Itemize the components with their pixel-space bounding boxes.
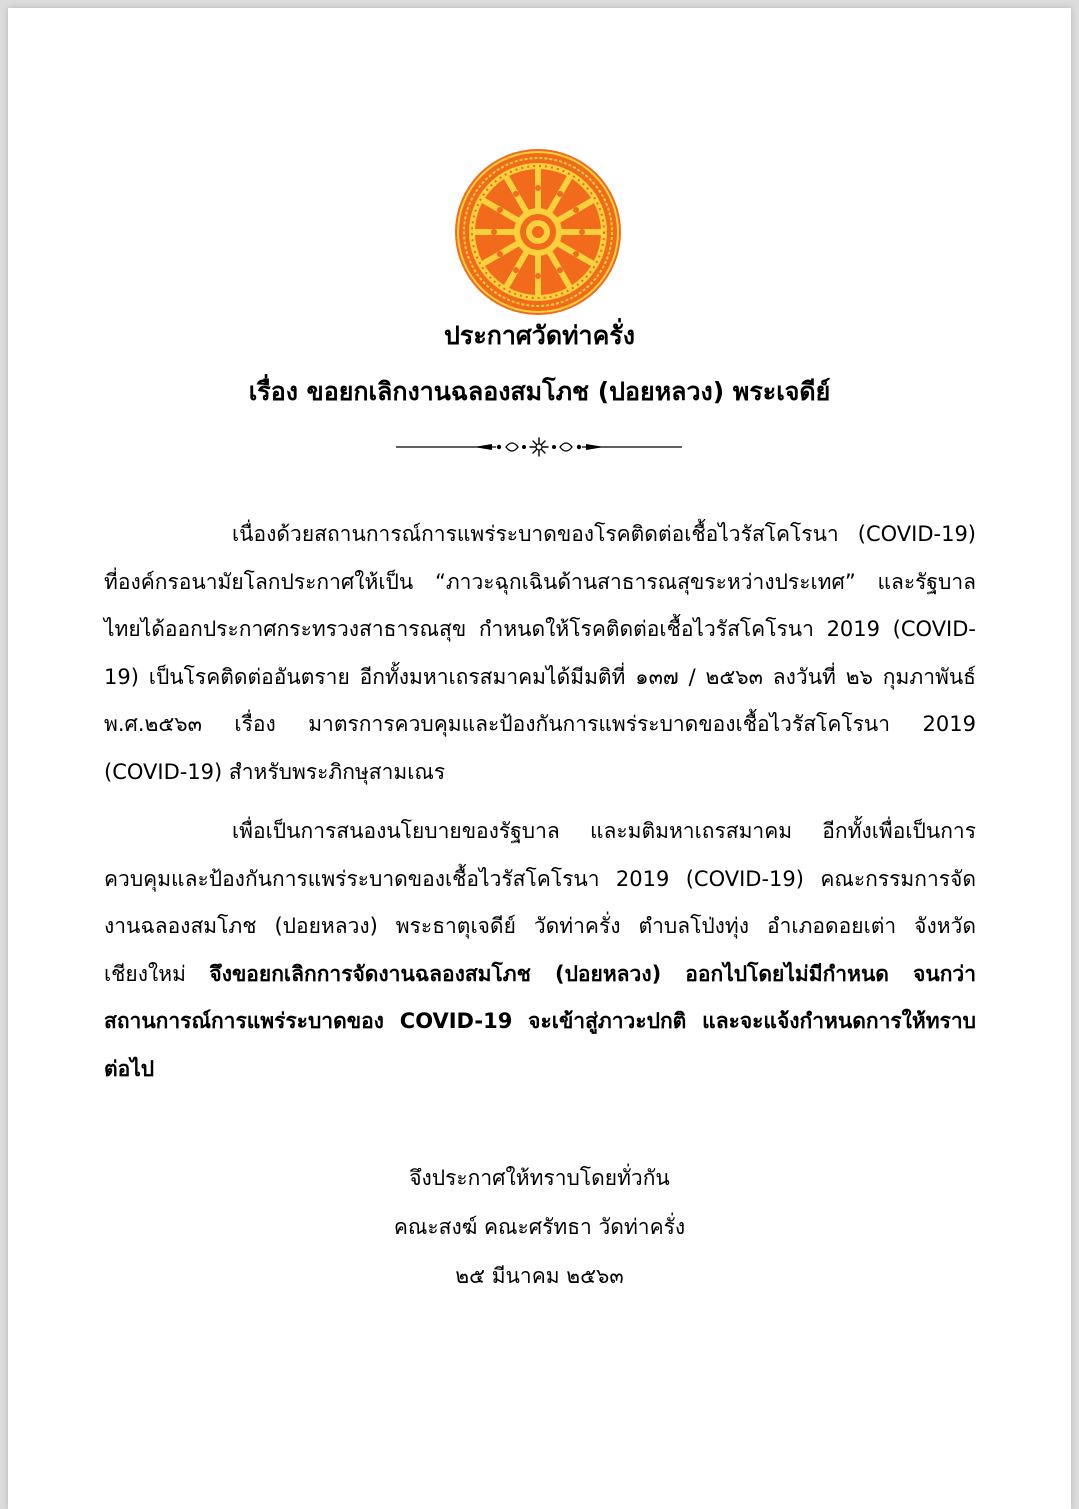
paragraph-decision [104,808,976,1093]
ornamental-divider-icon [396,436,682,458]
closing-signatory: คณะสงฆ์ คณะศรัทธา วัดท่าครั่ง [393,1215,686,1239]
paragraph-decision-regular: เพื่อเป็นการสนองนโยบายของรัฐบาล และมติมหาเถรสมาคม อีกทั้งเพื่อเป็นการควบคุมและป้องกันการแพร่ระบาดของเชื้อไวรัสโคโรนา 2019 (COVID-19) คณะกรรมการจัดงานฉลองสมโภช (ปอยหลวง) พระธาตุเจดีย์ วัดท่าครั่ง ตำบลโป่งทุ่ง อำเภอดอยเต่า จังหวัดเชียงใหม่ [104,819,976,986]
paragraph-background: เนื่องด้วยสถานการณ์การแพร่ระบาดของโรคติดต่อเชื้อไวรัสโคโรนา (COVID-19) ที่องค์กรอนามัยโลกประกาศให้เป็น “ภาวะฉุกเฉินด้านสาธารณสุขระหว่างประเทศ” และรัฐบาลไทยได้ออกประกาศกระทรวงสาธารณสุข กำหนดให้โรคติดต่อเชื้อไวรัสโคโรนา 2019 (COVID-19) เป็นโรคติดต่ออันตราย อีกทั้งมหาเถรสมาคมได้มีมติที่ ๑๓๗ / ๒๕๖๓ ลงวันที่ ๒๖ กุมภาพันธ์ พ.ศ.๒๕๖๓ เรื่อง มาตรการควบคุมและป้องกันการแพร่ระบาดของเชื้อไวรัสโคโรนา 2019 (COVID-19) สำหรับพระภิกษุสามเณร [104,522,976,784]
closing-date: ๒๕ มีนาคม ๒๕๖๓ [455,1264,624,1288]
announcement-title: ประกาศวัดท่าครั่ง [444,321,635,350]
announcement-subject: เรื่อง ขอยกเลิกงานฉลองสมโภช (ปอยหลวง) พระเจดีย์ [248,377,831,406]
closing-statement: จึงประกาศให้ทราบโดยทั่วกัน [409,1166,670,1190]
dharma-wheel-seal-icon [454,148,622,316]
announcement-page [8,8,1071,1509]
paragraph-decision-bold: จึงขอยกเลิกการจัดงานฉลองสมโภช (ปอยหลวง) ออกไปโดยไม่มีกำหนด จนกว่าสถานการณ์การแพร่ระบาดของ COVID-19 จะเข้าสู่ภาวะปกติ และจะแจ้งกำหนดการให้ทราบต่อไป [104,961,976,1081]
